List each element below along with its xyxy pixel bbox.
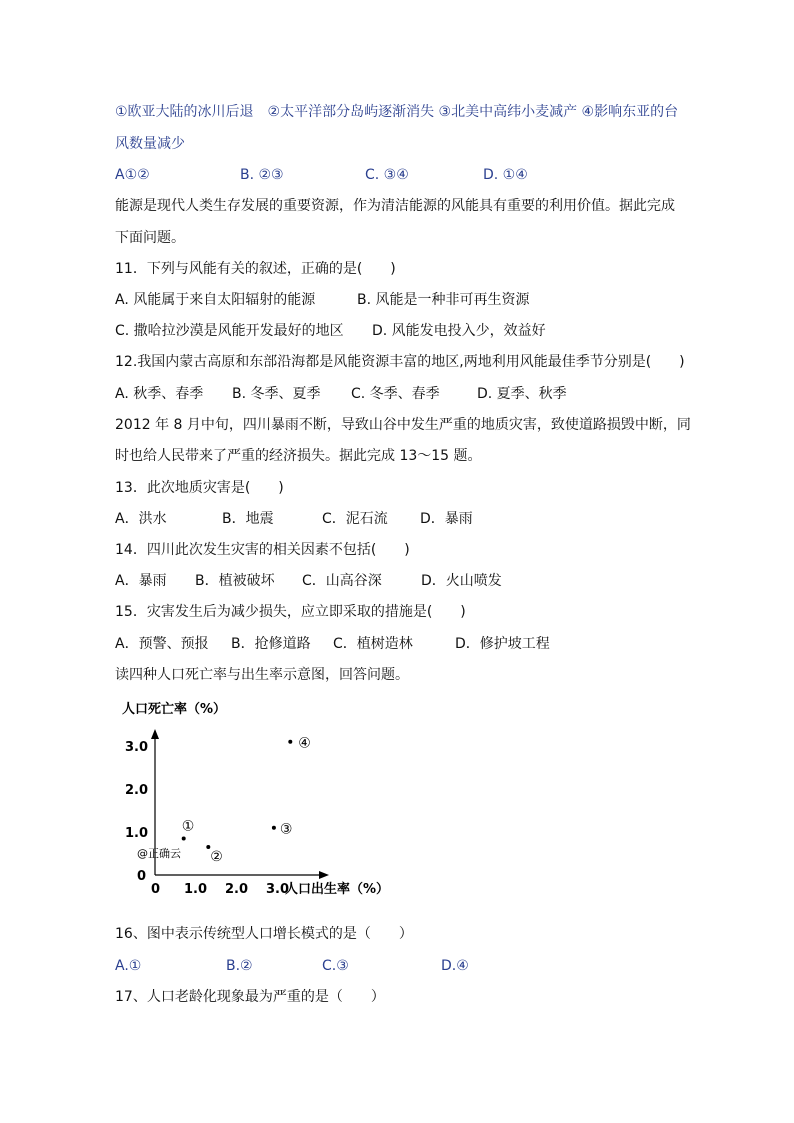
q10-option-c: C. ③④: [365, 167, 409, 183]
data-point-label: ④: [298, 735, 311, 752]
data-point-label: ①: [181, 818, 195, 835]
y-axis-arrow: [151, 729, 159, 739]
passage-sichuan-1: 2012 年 8 月中旬，四川暴雨不断，导致山谷中发生严重的地质灾害，致使道路损毁中断，同: [115, 417, 691, 433]
passage-wind-2: 下面问题。: [115, 230, 185, 246]
q10-statements-line2: [115, 135, 185, 153]
q14-option-a: A．暴雨: [115, 573, 167, 589]
q12-option-b: B. 冬季、夏季: [232, 386, 321, 402]
question-17: 17、人口老龄化现象最为严重的是（ ）: [115, 989, 385, 1005]
q11-option-a: A. 风能属于来自太阳辐射的能源: [115, 292, 316, 308]
q10-statements-line1: [115, 103, 678, 121]
q15-option-b: B．抢修道路: [231, 636, 311, 652]
q10-option-d: D. ①④: [483, 167, 528, 183]
q12-option-c: C. 冬季、春季: [351, 386, 440, 402]
q16-option-d: D.④: [441, 958, 469, 974]
population-scatter-chart: [115, 695, 415, 900]
q16-option-a: A.①: [115, 958, 142, 974]
x-tick-label: 0: [151, 882, 161, 897]
data-point: [288, 740, 292, 744]
q10-option-a: A①②: [115, 167, 150, 183]
y-tick-label: 0: [137, 869, 147, 884]
question-12: 12.我国内蒙古高原和东部沿海都是风能资源丰富的地区,两地利用风能最佳季节分别是( ): [115, 354, 685, 370]
chart-xlabel: 人口出生率（%）: [285, 882, 390, 897]
q12-option-d: D. 夏季、秋季: [477, 386, 567, 402]
q15-option-a: A．预警、预报: [115, 636, 209, 652]
data-point: [182, 836, 186, 840]
data-point-label: ③: [279, 821, 293, 838]
q13-option-d: D．暴雨: [420, 511, 473, 527]
question-16: 16、图中表示传统型人口增长模式的是（ ）: [115, 926, 413, 942]
question-14: 14．四川此次发生灾害的相关因素不包括( ): [115, 542, 410, 558]
question-15: 15．灾害发生后为减少损失，应立即采取的措施是( ): [115, 604, 466, 620]
passage-wind-1: 能源是现代人类生存发展的重要资源，作为清洁能源的风能具有重要的利用价值。据此完成: [115, 198, 675, 214]
passage-population: 读四种人口死亡率与出生率示意图，回答问题。: [115, 667, 409, 683]
q15-option-d: D．修护坡工程: [455, 636, 550, 652]
question-13: 13．此次地质灾害是( ): [115, 480, 284, 496]
q16-option-c: C.③: [322, 958, 349, 974]
y-tick-label: 2.0: [125, 783, 149, 798]
x-tick-label: 3.0: [266, 882, 290, 897]
q14-option-d: D．火山喷发: [421, 573, 502, 589]
x-axis-arrow: [319, 871, 329, 879]
q13-option-b: B．地震: [222, 511, 274, 527]
q12-option-a: A. 秋季、春季: [115, 386, 204, 402]
q15-option-c: C．植树造林: [333, 636, 413, 652]
question-11: 11．下列与风能有关的叙述，正确的是( ): [115, 261, 396, 277]
x-tick-label: 1.0: [184, 882, 208, 897]
q11-option-b: B. 风能是一种非可再生资源: [357, 292, 530, 308]
watermark: @正确云: [137, 847, 181, 860]
passage-sichuan-2: 时也给人民带来了严重的经济损失。据此完成 13～15 题。: [115, 448, 482, 464]
q13-option-c: C．泥石流: [322, 511, 388, 527]
q10-option-b: B. ②③: [240, 167, 284, 183]
q10-statements-text: ①欧亚大陆的冰川后退 ②太平洋部分岛屿逐渐消失 ③北美中高纬小麦减产 ④影响东亚的台: [115, 104, 679, 120]
y-tick-label: 3.0: [125, 740, 149, 755]
q10-statements-text-2: 风数量减少: [115, 136, 185, 152]
q13-option-a: A．洪水: [115, 511, 167, 527]
q14-option-b: B．植被破坏: [195, 573, 275, 589]
q14-option-c: C．山高谷深: [302, 573, 382, 589]
chart-ylabel: 人口死亡率（%）: [122, 702, 227, 717]
y-tick-label: 1.0: [125, 826, 149, 841]
q16-option-b: B.②: [226, 958, 253, 974]
q11-option-d: D. 风能发电投入少，效益好: [372, 323, 546, 339]
data-point-label: ②: [210, 849, 223, 866]
x-tick-label: 2.0: [225, 882, 249, 897]
q11-option-c: C. 撒哈拉沙漠是风能开发最好的地区: [115, 323, 344, 339]
data-point: [272, 826, 276, 830]
